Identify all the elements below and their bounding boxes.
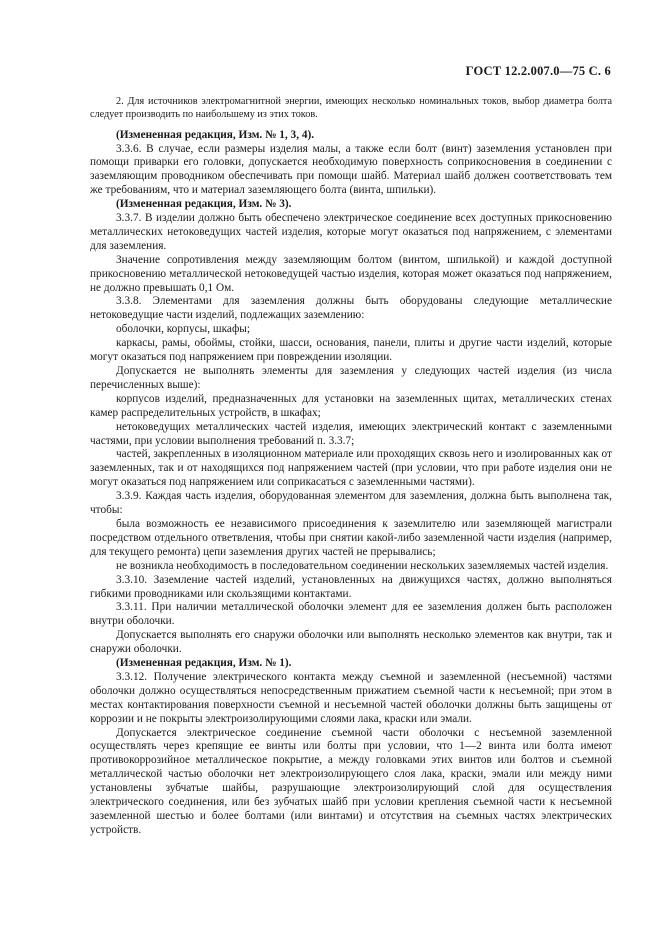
amendment-note: (Измененная редакция, Изм. № 1). xyxy=(116,657,292,670)
paragraph: была возможность ее независимого присоединения к заземлителю или заземляющей магистрали посредством отдельного ответвления, чтобы при снятии какой-либо заземленной части изделия (например, для текущего ремонта) цепи заземления других частей не прерывались; xyxy=(90,517,612,558)
footnote-2: 2. Для источников электромагнитной энергии, имеющих несколько номинальных токов, выбор диаметра болта следует производить по наибольшему из этих токов. xyxy=(90,96,612,120)
paragraph: частей, закрепленных в изоляционном материале или проходящих сквозь него и изолированных как от заземленных, так и от находящихся под напряжением частей (при условии, что при работе изделия они не могут оказаться под напряжением или соприкасаться с заземленными частями). xyxy=(90,448,612,489)
paragraph: Значение сопротивления между заземляющим болтом (винтом, шпилькой) и каждой доступной прикосновению металлической нетоковедущей частью изделия, которая может оказаться под напряжением, не должно превышать 0,1 Ом. xyxy=(90,253,612,294)
paragraph: нетоковедущих металлических частей изделия, имеющих электрический контакт с заземленными частями, при условии выполнения требований п. 3.3.7; xyxy=(90,420,612,447)
paragraph: 3.3.10. Заземление частей изделий, установленных на движущихся частях, должно выполняться гибкими проводниками или скользящими контактами. xyxy=(90,573,612,600)
paragraph: 3.3.8. Элементами для заземления должны быть оборудованы следующие металлические нетоковедущие части изделий, подлежащих заземлению: xyxy=(90,295,612,322)
amendment-note: (Измененная редакция, Изм. № 3). xyxy=(116,198,292,211)
amendment-note: (Измененная редакция, Изм. № 1, 3, 4). xyxy=(116,128,315,141)
paragraph-list xyxy=(90,129,612,838)
paragraph: 3.3.11. При наличии металлической оболочки элемент для ее заземления должен быть расположен внутри оболочки. xyxy=(90,601,612,628)
paragraph: не возникла необходимость в последовательном соединении нескольких заземляемых частей изделия. xyxy=(116,559,609,572)
page-header: ГОСТ 12.2.007.0—75 С. 6 xyxy=(465,64,611,78)
paragraph: Допускается электрическое соединение съемной части оболочки с несъемной заземленной осуществлять через крепящие ее винты или болты при условии, что 1—2 винта или болта имеют противокоррозийное металлическое покрытие, а между головками этих винтов или болтов и съемной металлической частью оболочки нет электроизолирующего слоя лака, краски, эмали или между ними установлены зубчатые шайбы, разрушающие электроизолирующий слой для осуществления электрического соединения, или без зубчатых шайб при условии крепления съемной части к несъемной заземленной шестью и более болтами (или винтами) и отсутствия на съемных частях электрических устройств. xyxy=(90,726,612,836)
paragraph: 3.3.12. Получение электрического контакта между съемной и заземленной (несъемной) частями оболочки должно осуществляться непосредственным прижатием съемной части к несъемной; при этом в местах контактирования поверхности съемной и несъемной частей оболочки должны быть защищены от коррозии и не покрыты электроизолирующими слоями лака, краски или эмали. xyxy=(90,670,612,725)
page-content xyxy=(90,96,612,838)
paragraph: 3.3.7. В изделии должно быть обеспечено электрическое соединение всех доступных прикосновению металлических нетоковедущих частей изделия, которые могут оказаться под напряжением, с элементами для заземления. xyxy=(90,212,612,252)
paragraph: каркасы, рамы, обоймы, стойки, шасси, основания, панели, плиты и другие части изделий, которые могут оказаться под напряжением при повреждении изоляции. xyxy=(90,337,612,364)
paragraph: Допускается не выполнять элементы для заземления у следующих частей изделия (из числа перечисленных выше): xyxy=(90,365,612,391)
paragraph: корпусов изделий, предназначенных для установки на заземленных щитах, металлических стенах камер распределительных устройств, в шкафах; xyxy=(90,392,612,419)
paragraph: 3.3.6. В случае, если размеры изделия малы, а также если болт (винт) заземления установлен при помощи приварки его головки, допускается необходимую поверхность соприкосновения в соединении с заземляющим проводником обеспечивать при помощи шайб. Материал шайб должен соответствовать тем же требованиям, что и материал заземляющего болта (винта, шпильки). xyxy=(90,142,612,197)
paragraph: оболочки, корпусы, шкафы; xyxy=(116,323,250,336)
paragraph: Допускается выполнять его снаружи оболочки или выполнять несколько элементов как внутри, так и снаружи оболочки. xyxy=(90,629,612,656)
paragraph: 3.3.9. Каждая часть изделия, оборудованная элементом для заземления, должна быть выполнена так, чтобы: xyxy=(90,490,612,517)
